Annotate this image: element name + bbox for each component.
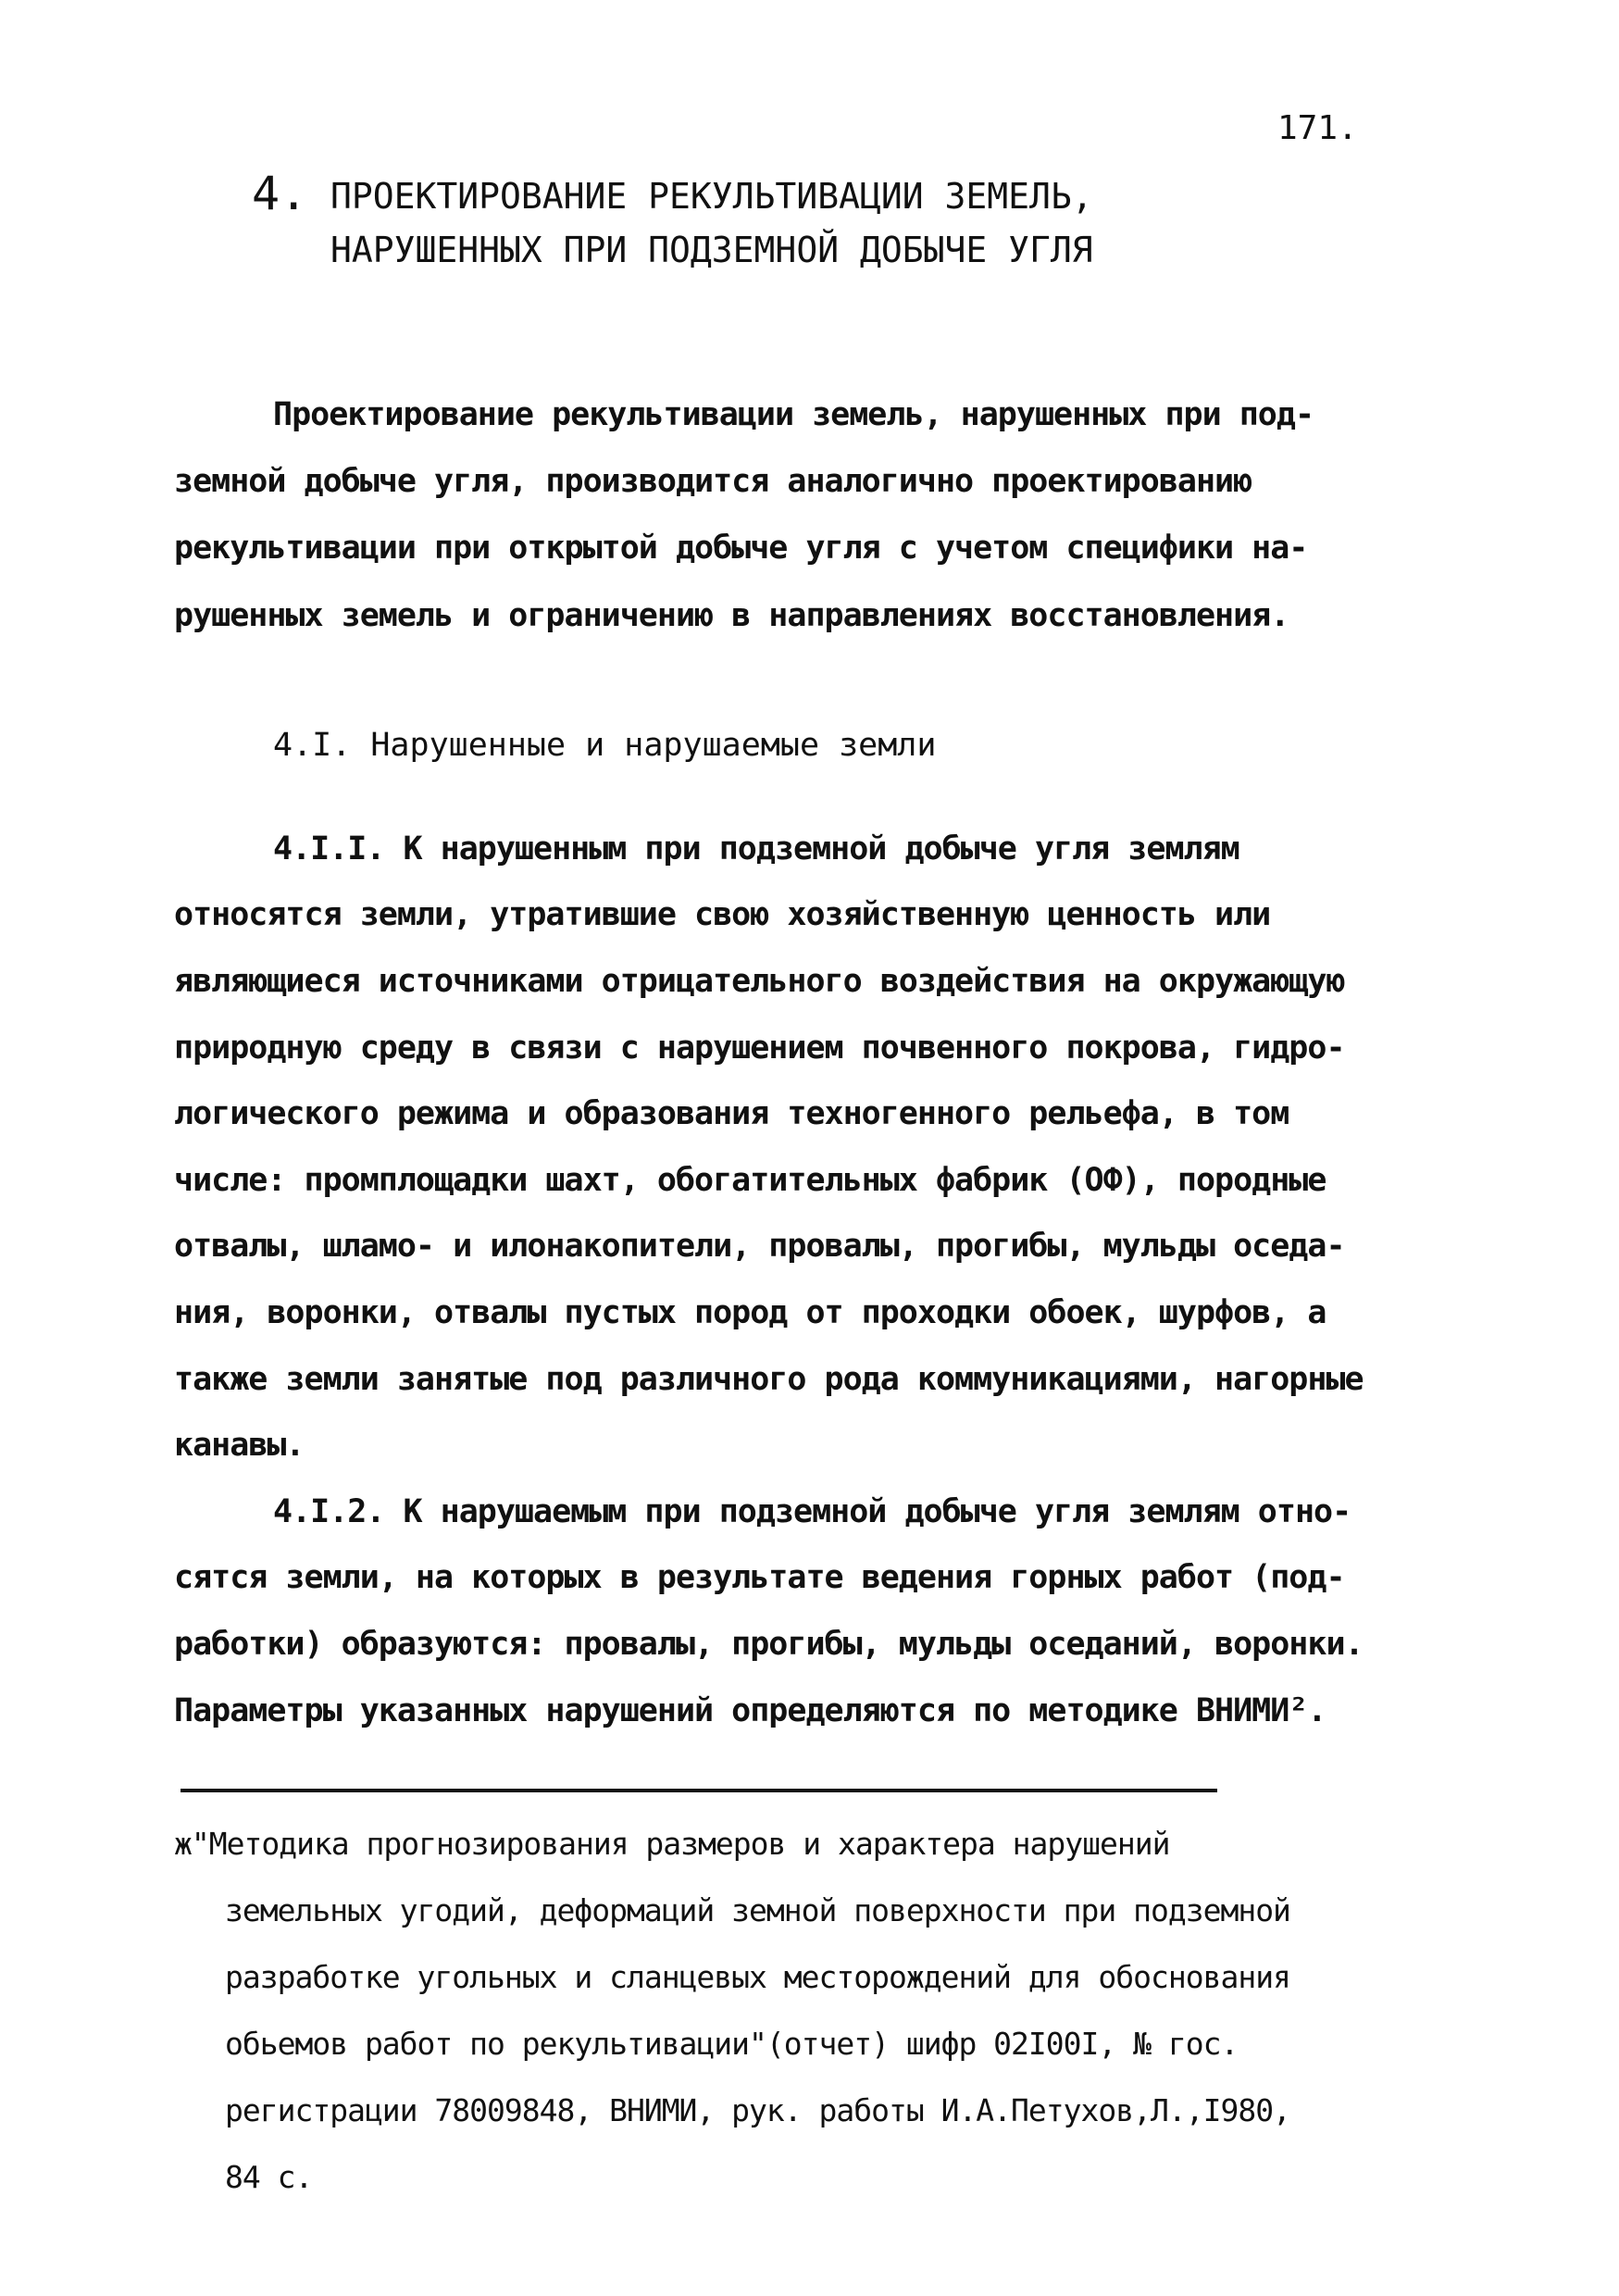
- para2-line: работки) образуются: провалы, прогибы, мульды оседаний, воронки.: [174, 1626, 1364, 1663]
- intro-line: Проектирование рекультивации земель, нарушенных при под-: [273, 396, 1314, 433]
- footnote-line: земельных угодий, деформаций земной поверхности при подземной: [225, 1892, 1290, 1928]
- footnote-line: регистрации 78009848, ВНИМИ, рук. работы И.А.Петухов,Л.,I980,: [225, 2092, 1290, 2128]
- footnote-line: разработке угольных и сланцевых месторождений для обоснования: [225, 1959, 1290, 1995]
- para2-line: сятся земли, на которых в результате ведения горных работ (под-: [174, 1559, 1345, 1596]
- para1-line: относятся земли, утратившие свою хозяйственную ценность или: [174, 896, 1271, 933]
- footnote-rule: [181, 1789, 1217, 1792]
- para2-line: 4.I.2. К нарушаемым при подземной добыче угля землям отно-: [273, 1493, 1351, 1530]
- footnote-line: обьемов работ по рекультивации"(отчет) шифр 02I00I, № гос.: [225, 2026, 1239, 2062]
- para1-line: являющиеся источниками отрицательного воздействия на окружающую: [174, 963, 1345, 1000]
- para1-line: логического режима и образования техногенного рельефа, в том: [174, 1095, 1289, 1132]
- chapter-title-line-1: ПРОЕКТИРОВАНИЕ РЕКУЛЬТИВАЦИИ ЗЕМЕЛЬ,: [330, 176, 1093, 217]
- footnote-line: ж"Методика прогнозирования размеров и характера нарушений: [174, 1826, 1170, 1862]
- chapter-number: 4.: [252, 167, 308, 220]
- para1-line: также земли занятые под различного рода коммуникациями, нагорные: [174, 1361, 1364, 1398]
- para1-line: ния, воронки, отвалы пустых пород от проходки обоек, шурфов, а: [174, 1294, 1326, 1331]
- para1-line: числе: промплощадки шахт, обогатительных фабрик (ОФ), породные: [174, 1162, 1326, 1199]
- page-number: 171.: [1277, 109, 1358, 147]
- para1-line: 4.I.I. К нарушенным при подземной добыче угля землям: [273, 830, 1239, 867]
- intro-line: рекультивации при открытой добыче угля с учетом специфики на-: [174, 530, 1308, 567]
- section-title: 4.I. Нарушенные и нарушаемые земли: [273, 727, 937, 764]
- para2-line: Параметры указанных нарушений определяются по методике ВНИМИ².: [174, 1692, 1326, 1729]
- para1-line: отвалы, шламо- и илонакопители, провалы, прогибы, мульды оседа-: [174, 1228, 1345, 1265]
- chapter-title-line-2: НАРУШЕННЫХ ПРИ ПОДЗЕМНОЙ ДОБЫЧЕ УГЛЯ: [330, 230, 1093, 270]
- footnote-line: 84 с.: [225, 2159, 313, 2195]
- intro-line: земной добыче угля, производится аналогично проектированию: [174, 463, 1252, 500]
- para1-line: канавы.: [174, 1427, 305, 1464]
- para1-line: природную среду в связи с нарушением почвенного покрова, гидро-: [174, 1029, 1345, 1067]
- intro-line: рушенных земель и ограничению в направлениях восстановления.: [174, 597, 1289, 634]
